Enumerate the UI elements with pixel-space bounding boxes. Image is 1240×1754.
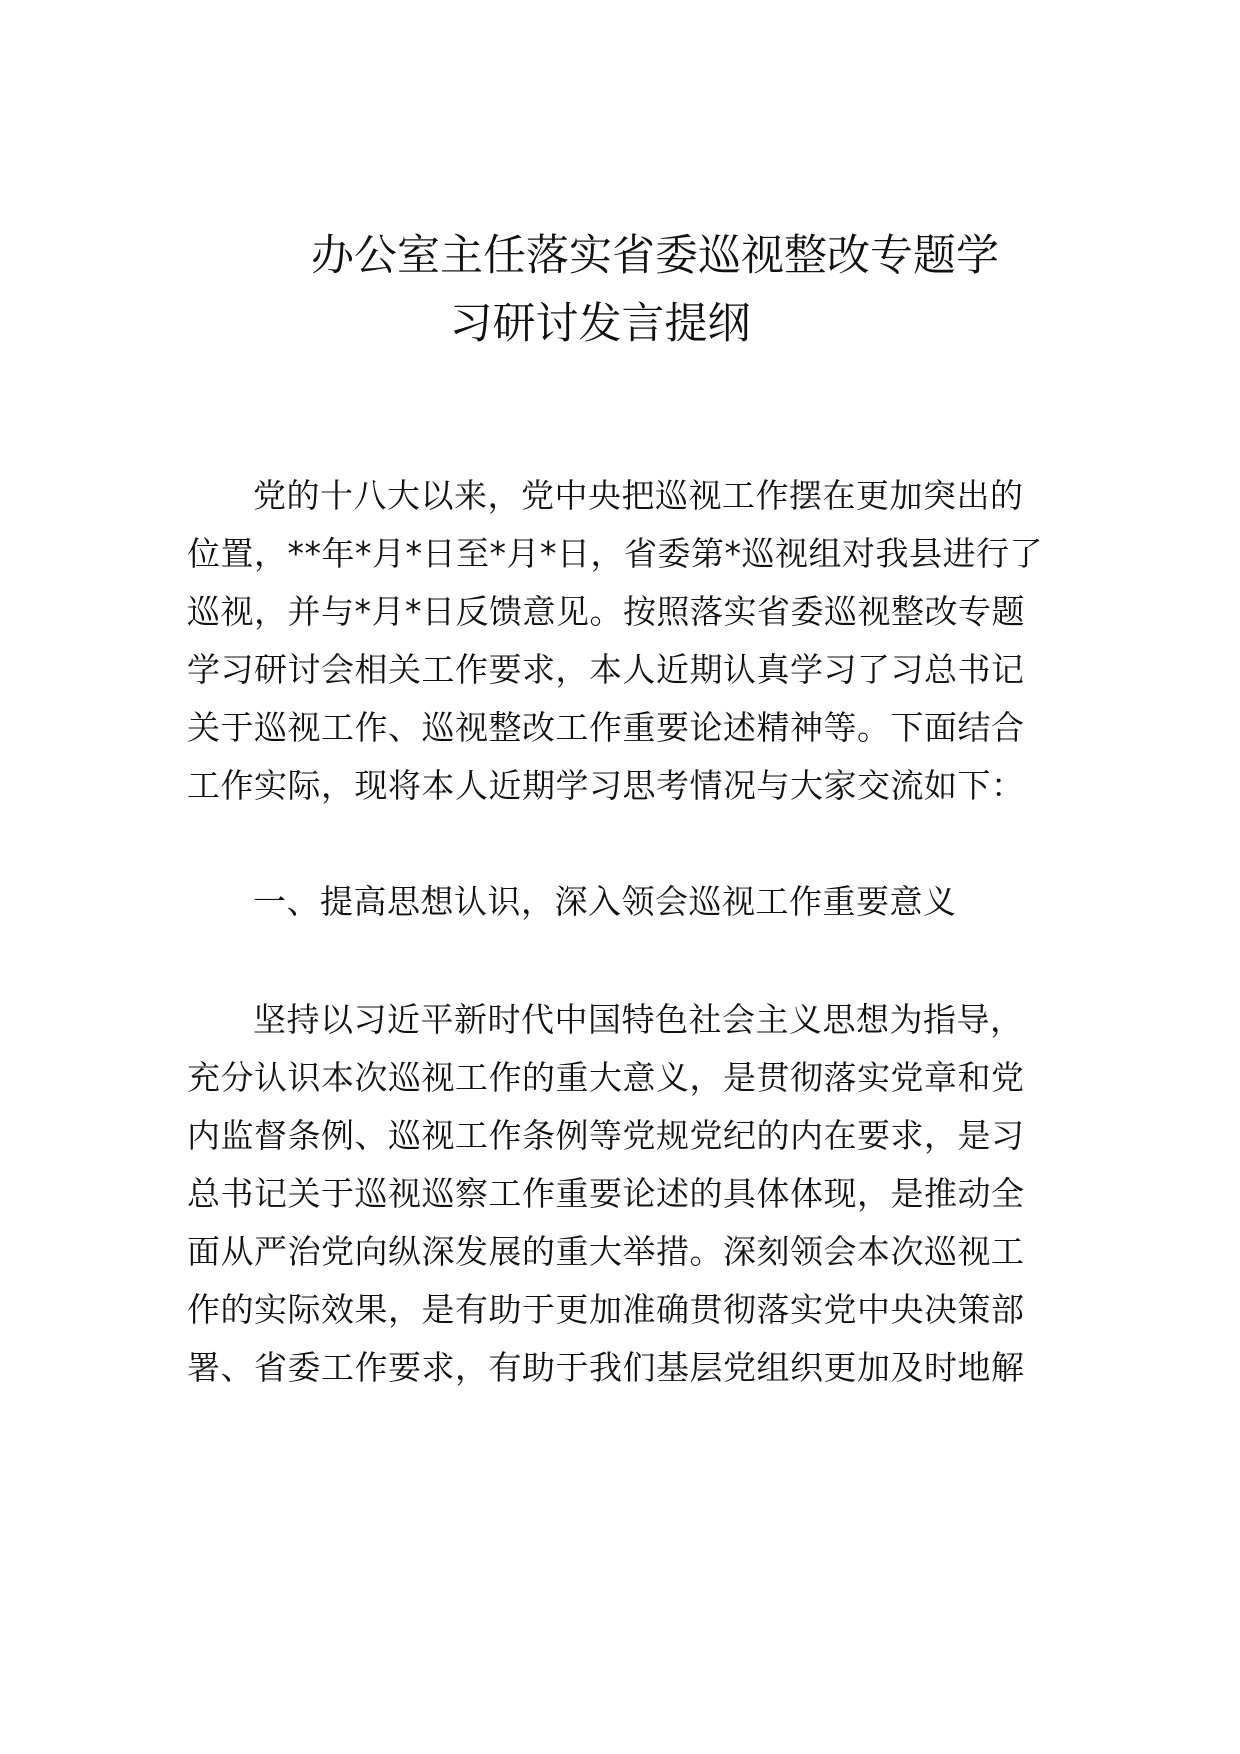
text-line: 总书记关于巡视巡察工作重要论述的具体体现，是推动全 <box>187 1174 1025 1213</box>
text-line: 党的十八大以来，党中央把巡视工作摆在更加突出的 <box>253 476 1024 515</box>
document-title <box>240 222 1070 358</box>
text-line: 充分认识本次巡视工作的重大意义，是贯彻落实党章和党 <box>187 1058 1025 1097</box>
section-heading: 一、提高思想认识，深入领会巡视工作重要意义 <box>253 882 957 921</box>
text-line: 坚持以习近平新时代中国特色社会主义思想为指导， <box>253 1000 1024 1039</box>
text-line: 巡视，并与*月*日反馈意见。按照落实省委巡视整改专题 <box>187 592 1025 631</box>
text-line: 面从严治党向纵深发展的重大举措。深刻领会本次巡视工 <box>187 1232 1025 1271</box>
text-line: 作的实际效果，是有助于更加准确贯彻落实党中央决策部 <box>187 1290 1025 1329</box>
text-line: 学习研讨会相关工作要求，本人近期认真学习了习总书记 <box>187 650 1025 689</box>
text-line: 关于巡视工作、巡视整改工作重要论述精神等。下面结合 <box>187 708 1025 747</box>
text-line: 署、省委工作要求，有助于我们基层党组织更加及时地解 <box>187 1348 1025 1387</box>
title-line: 习研讨发言提纲 <box>449 299 751 349</box>
title-line: 办公室主任落实省委巡视整改专题学 <box>311 231 999 281</box>
text-line: 内监督条例、巡视工作条例等党规党纪的内在要求，是习 <box>187 1116 1025 1155</box>
text-line: 位置，**年*月*日至*月*日，省委第*巡视组对我县进行了 <box>187 534 1043 573</box>
text-line: 工作实际，现将本人近期学习思考情况与大家交流如下： <box>187 766 1025 805</box>
